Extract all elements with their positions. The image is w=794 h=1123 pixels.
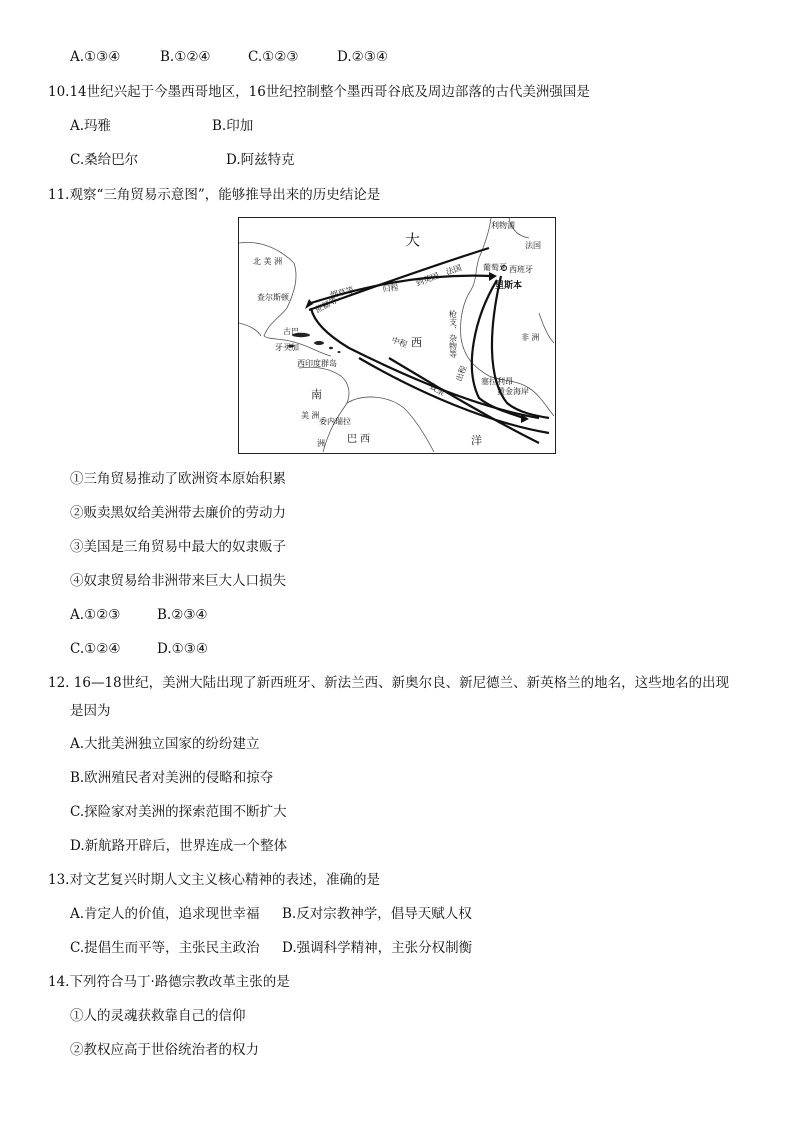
map-label-portugal: 葡萄牙 bbox=[483, 263, 507, 272]
map-label-outbound: 出程 bbox=[454, 364, 469, 383]
map-label-return: 归程 bbox=[382, 282, 400, 294]
q12-stem-line-2: 是因为 bbox=[70, 703, 111, 719]
q11-statement-1: ①三角贸易推动了欧洲资本原始积累 bbox=[70, 471, 286, 487]
q11-option-a: A.①②③ bbox=[70, 607, 121, 623]
map-label-france: 法国 bbox=[525, 241, 541, 250]
map-label-to-britain-france: 到英国、法国 bbox=[414, 263, 463, 288]
q9-option-c: C.①②③ bbox=[248, 49, 299, 65]
q13-option-c: C.提倡生而平等，主张民主政治 bbox=[70, 940, 260, 956]
q12-option-a: A.大批美洲独立国家的纷纷建立 bbox=[70, 736, 260, 752]
q11-option-c: C.①②④ bbox=[70, 641, 121, 657]
map-label-brazil: 巴 西 bbox=[347, 434, 371, 445]
map-label-west-indies: 西印度群岛 bbox=[297, 359, 337, 368]
map-label-tobacco: 烟草等 bbox=[329, 285, 355, 300]
map-label-atlantic-1: 大 bbox=[405, 231, 421, 249]
map-label-venezuela: 委内瑞拉 bbox=[319, 417, 351, 426]
map-label-africa: 非 洲 bbox=[521, 333, 540, 342]
q12-option-c: C.探险家对美洲的探索范围不断扩大 bbox=[70, 804, 287, 820]
q10-option-d: D.阿兹特克 bbox=[226, 152, 295, 168]
q14-statement-1: ①人的灵魂获救靠自己的信仰 bbox=[70, 1008, 246, 1024]
q12-stem-line-1: 12. 16—18世纪，美洲大陆出现了新西班牙、新法兰西、新奥尔良、新尼德兰、新英格兰的地名，这些地名的出现 bbox=[48, 675, 730, 691]
q12-option-b: B.欧洲殖民者对美洲的侵略和掠夺 bbox=[70, 770, 274, 786]
map-label-cuba: 古巴 bbox=[283, 327, 299, 336]
q9-option-a: A.①③④ bbox=[70, 49, 121, 65]
triangle-trade-map bbox=[238, 217, 556, 454]
map-label-lisbon: 里斯本 bbox=[495, 281, 523, 291]
q9-option-b: B.①②④ bbox=[160, 49, 211, 65]
map-label-slaves: 奴隶 bbox=[428, 381, 447, 398]
map-label-south-1: 南 bbox=[311, 388, 322, 401]
q13-stem: 13.对文艺复兴时期人文主义核心精神的表述，准确的是 bbox=[48, 872, 380, 888]
q11-statement-3: ③美国是三角贸易中最大的奴隶贩子 bbox=[70, 539, 286, 555]
q9-option-d: D.②③④ bbox=[337, 49, 388, 65]
q10-option-b: B.印加 bbox=[212, 118, 254, 134]
map-label-jamaica: 牙买加 bbox=[275, 343, 299, 352]
q14-stem: 14.下列符合马丁·路德宗教改革主张的是 bbox=[48, 974, 290, 990]
q13-option-b: B.反对宗教神学，倡导天赋人权 bbox=[282, 906, 472, 922]
map-label-britain: 利物浦 bbox=[491, 221, 515, 230]
q11-statement-4: ④奴隶贸易给非洲带来巨大人口损失 bbox=[70, 573, 286, 589]
map-label-sierra-leone: 塞拉利昂 bbox=[481, 377, 513, 386]
map-label-atlantic-3: 洋 bbox=[471, 434, 482, 447]
q13-option-a: A.肯定人的价值，追求现世幸福 bbox=[70, 906, 260, 922]
q13-option-d: D.强调科学精神，主张分权制衡 bbox=[282, 940, 473, 956]
q10-option-c: C.桑给巴尔 bbox=[70, 152, 139, 168]
map-label-atlantic-2: 西 bbox=[411, 336, 422, 349]
map-label-gold-coast: 黄金海岸 bbox=[497, 387, 529, 396]
map-label-north-america: 北 美 洲 bbox=[253, 257, 283, 266]
map-label-middle: 中程 bbox=[390, 335, 409, 350]
map-label-guns: 枪支、杂物等 bbox=[448, 310, 458, 358]
map-label-charleston: 查尔斯顿 bbox=[257, 293, 289, 302]
q14-statement-2: ②教权应高于世俗统治者的权力 bbox=[70, 1042, 259, 1058]
map-label-spain: 西班牙 bbox=[509, 265, 533, 274]
q10-option-a: A.玛雅 bbox=[70, 118, 112, 134]
q11-statement-2: ②贩卖黑奴给美洲带去廉价的劳动力 bbox=[70, 505, 286, 521]
q12-option-d: D.新航路开辟后，世界连成一个整体 bbox=[70, 838, 288, 854]
map-label-south-3: 洲 bbox=[317, 439, 325, 448]
q11-option-b: B.②③④ bbox=[157, 607, 208, 623]
map-label-south-2: 美 洲 bbox=[301, 411, 320, 420]
q10-stem: 10.14世纪兴起于今墨西哥地区，16世纪控制整个墨西哥谷底及周边部落的古代美洲强国是 bbox=[48, 84, 590, 100]
q11-option-d: D.①③④ bbox=[157, 641, 208, 657]
q11-stem: 11.观察“三角贸易示意图”，能够推导出来的历史结论是 bbox=[48, 187, 381, 203]
map-label-sugar: 蔗糖等 bbox=[313, 295, 340, 315]
